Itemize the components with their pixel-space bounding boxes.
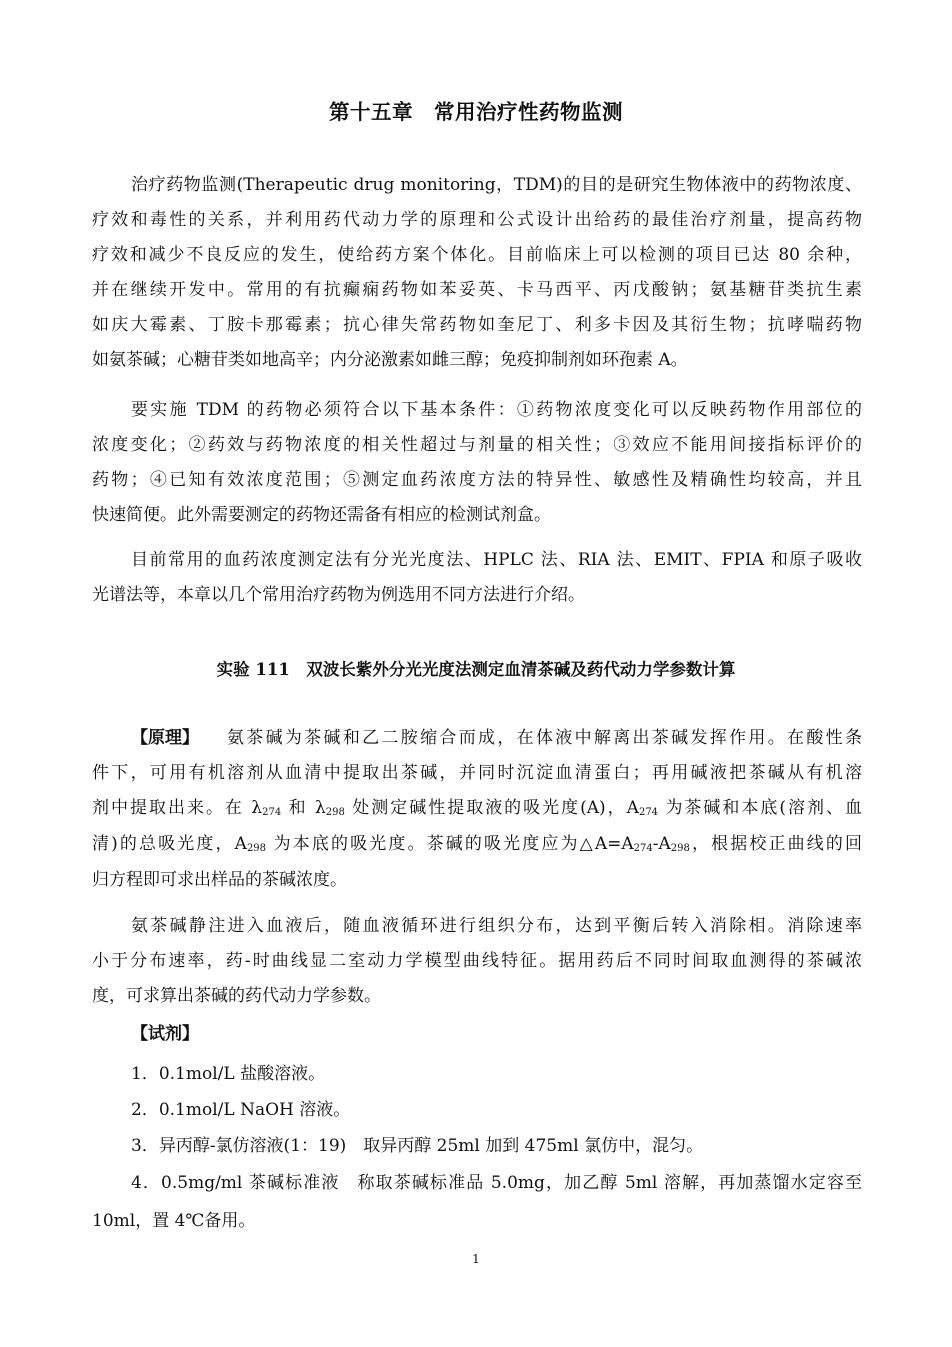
paragraph-line: 如庆大霉素、丁胺卡那霉素；抗心律失常药物如奎尼丁、利多卡因及其衍生物；抗哮喘药物 bbox=[92, 315, 862, 335]
paragraph-line: 小于分布速率，药-时曲线显二室动力学模型曲线特征。据用药后不同时间取血测得的茶碱浓 bbox=[92, 951, 862, 971]
paragraph-line: 度，可求算出茶碱的药代动力学参数。 bbox=[92, 986, 381, 1006]
reagent-item: 2．0.1mol/L NaOH 溶液。 bbox=[131, 1100, 351, 1120]
experiment-title: 实验 111 双波长紫外分光光度法测定血清茶碱及药代动力学参数计算 bbox=[216, 660, 736, 679]
paragraph-line: 清)的总吸光度，$A_{298}$ 为本底的吸光度。茶碱的吸光度应为$\triangle A=A_{274}-A_{298}$，根据校正曲线的回 bbox=[92, 834, 862, 854]
reagent-item: 4．0.5mg/ml 茶碱标准液 称取茶碱标准品 5.0mg，加乙醇 5ml 溶解，再加蒸馏水定容至 bbox=[131, 1173, 862, 1193]
paragraph-line: 要实施 TDM 的药物必须符合以下基本条件：①药物浓度变化可以反映药物作用部位的 bbox=[131, 400, 862, 420]
paragraph-line: 归方程即可求出样品的茶碱浓度。 bbox=[92, 870, 347, 890]
reagents-heading: 【试剂】 bbox=[131, 1024, 199, 1044]
paragraph-line: 件下，可用有机溶剂从血清中提取出茶碱，并同时沉淀血清蛋白；再用碱液把茶碱从有机溶 bbox=[92, 763, 862, 783]
paragraph-line: 浓度变化；②药效与药物浓度的相关性超过与剂量的相关性；③效应不能用间接指标评价的 bbox=[92, 435, 862, 455]
paragraph-line: 并在继续开发中。常用的有抗癫痫药物如苯妥英、卡马西平、丙戊酸钠；氨基糖苷类抗生素 bbox=[92, 280, 862, 300]
reagent-item: 3．异丙醇-氯仿溶液(1：19) 取异丙醇 25ml 加到 475ml 氯仿中，混匀。 bbox=[131, 1136, 704, 1156]
reagent-item: 1．0.1mol/L 盐酸溶液。 bbox=[131, 1064, 326, 1084]
paragraph-line: 如氨茶碱；心糖苷类如地高辛；内分泌激素如雌三醇；免疫抑制剂如环孢素 A。 bbox=[92, 350, 688, 370]
paragraph-line: 快速简便。此外需要测定的药物还需备有相应的检测试剂盒。 bbox=[92, 505, 551, 525]
paragraph-line: 疗效和减少不良反应的发生，使给药方案个体化。目前临床上可以检测的项目已达 80 余种， bbox=[92, 245, 862, 265]
paragraph-line: 疗效和毒性的关系，并利用药代动力学的原理和公式设计出给药的最佳治疗剂量，提高药物 bbox=[92, 210, 862, 230]
paragraph-line: 光谱法等，本章以几个常用治疗药物为例选用不同方法进行介绍。 bbox=[92, 585, 585, 605]
paragraph-line: 目前常用的血药浓度测定法有分光光度法、HPLC 法、RIA 法、EMIT、FPIA 和原子吸收 bbox=[131, 550, 862, 570]
paragraph-line: 氨茶碱为茶碱和乙二胺缩合而成，在体液中解离出茶碱发挥作用。在酸性条 bbox=[227, 728, 862, 748]
paragraph-line: 剂中提取出来。在 $\lambda_{274}$ 和 $\lambda_{298}$ 处测定碱性提取液的吸光度(A)，$A_{274}$ 为茶碱和本底(溶剂、血 bbox=[92, 798, 862, 818]
chapter-title: 第十五章 常用治疗性药物监测 bbox=[329, 100, 623, 124]
paragraph-line: 药物；④已知有效浓度范围；⑤测定血药浓度方法的特异性、敏感性及精确性均较高，并且 bbox=[92, 470, 862, 490]
reagent-item-continued: 10ml，置 4℃备用。 bbox=[92, 1211, 256, 1231]
page-number: 1 bbox=[472, 1252, 480, 1266]
paragraph-line: 治疗药物监测(Therapeutic drug monitoring，TDM)的目的是研究生物体液中的药物浓度、 bbox=[131, 175, 862, 195]
principle-heading: 【原理】 bbox=[131, 728, 199, 748]
paragraph-line: 氨茶碱静注进入血液后，随血液循环进行组织分布，达到平衡后转入消除相。消除速率 bbox=[131, 916, 862, 936]
